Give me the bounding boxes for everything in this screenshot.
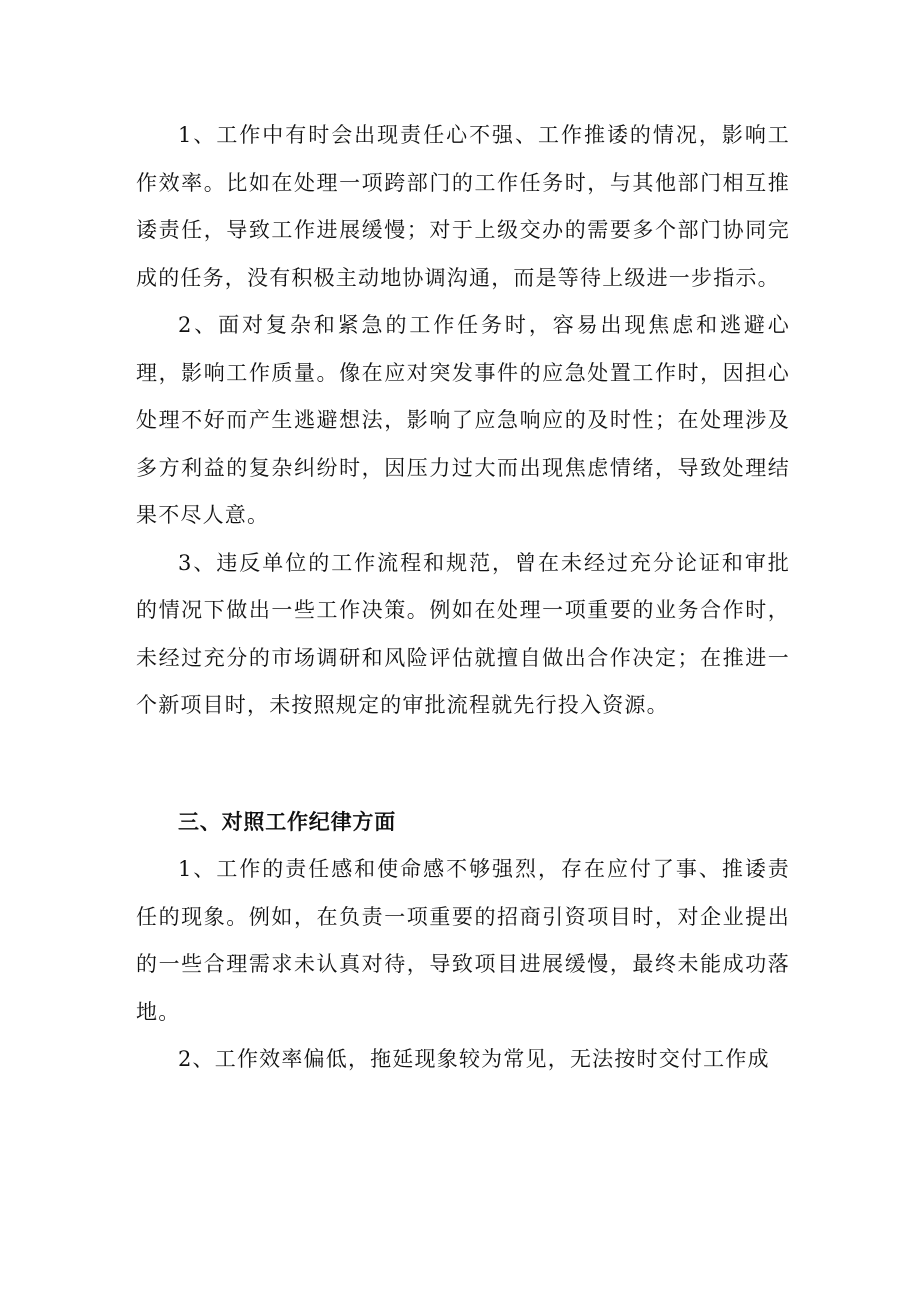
paragraph-procedure: 3、违反单位的工作流程和规范，曾在未经过充分论证和审批的情况下做出一些工作决策。例如在处理一项重要的业务合作时，未经过充分的市场调研和风险评估就擅自做出合作决定；在推进一个新项目时，未按照规定的审批流程就先行投入资源。 — [136, 550, 790, 717]
paragraph-responsibility: 1、工作中有时会出现责任心不强、工作推诿的情况，影响工作效率。比如在处理一项跨部门的工作任务时，与其他部门相互推诿责任，导致工作进展缓慢；对于上级交办的需要多个部门协同完成的任务，没有积极主动地协调沟通，而是等待上级进一步指示。 — [136, 123, 790, 290]
paragraph-efficiency: 2、工作效率偏低，拖延现象较为常见，无法按时交付工作成 — [178, 1047, 770, 1071]
document-body — [136, 112, 790, 1084]
section-heading-work-discipline: 三、对照工作纪律方面 — [178, 809, 396, 834]
paragraph-sense-of-mission: 1、工作的责任感和使命感不够强烈，存在应付了事、推诿责任的现象。例如，在负责一项重要的招商引资项目时，对企业提出的一些合理需求未认真对待，导致项目进展缓慢，最终未能成功落地。 — [136, 857, 790, 1024]
paragraph-anxiety: 2、面对复杂和紧急的工作任务时，容易出现焦虑和逃避心理，影响工作质量。像在应对突发事件的应急处置工作时，因担心处理不好而产生逃避想法，影响了应急响应的及时性；在处理涉及多方利益的复杂纠纷时，因压力过大而出现焦虑情绪，导致处理结果不尽人意。 — [136, 313, 790, 527]
